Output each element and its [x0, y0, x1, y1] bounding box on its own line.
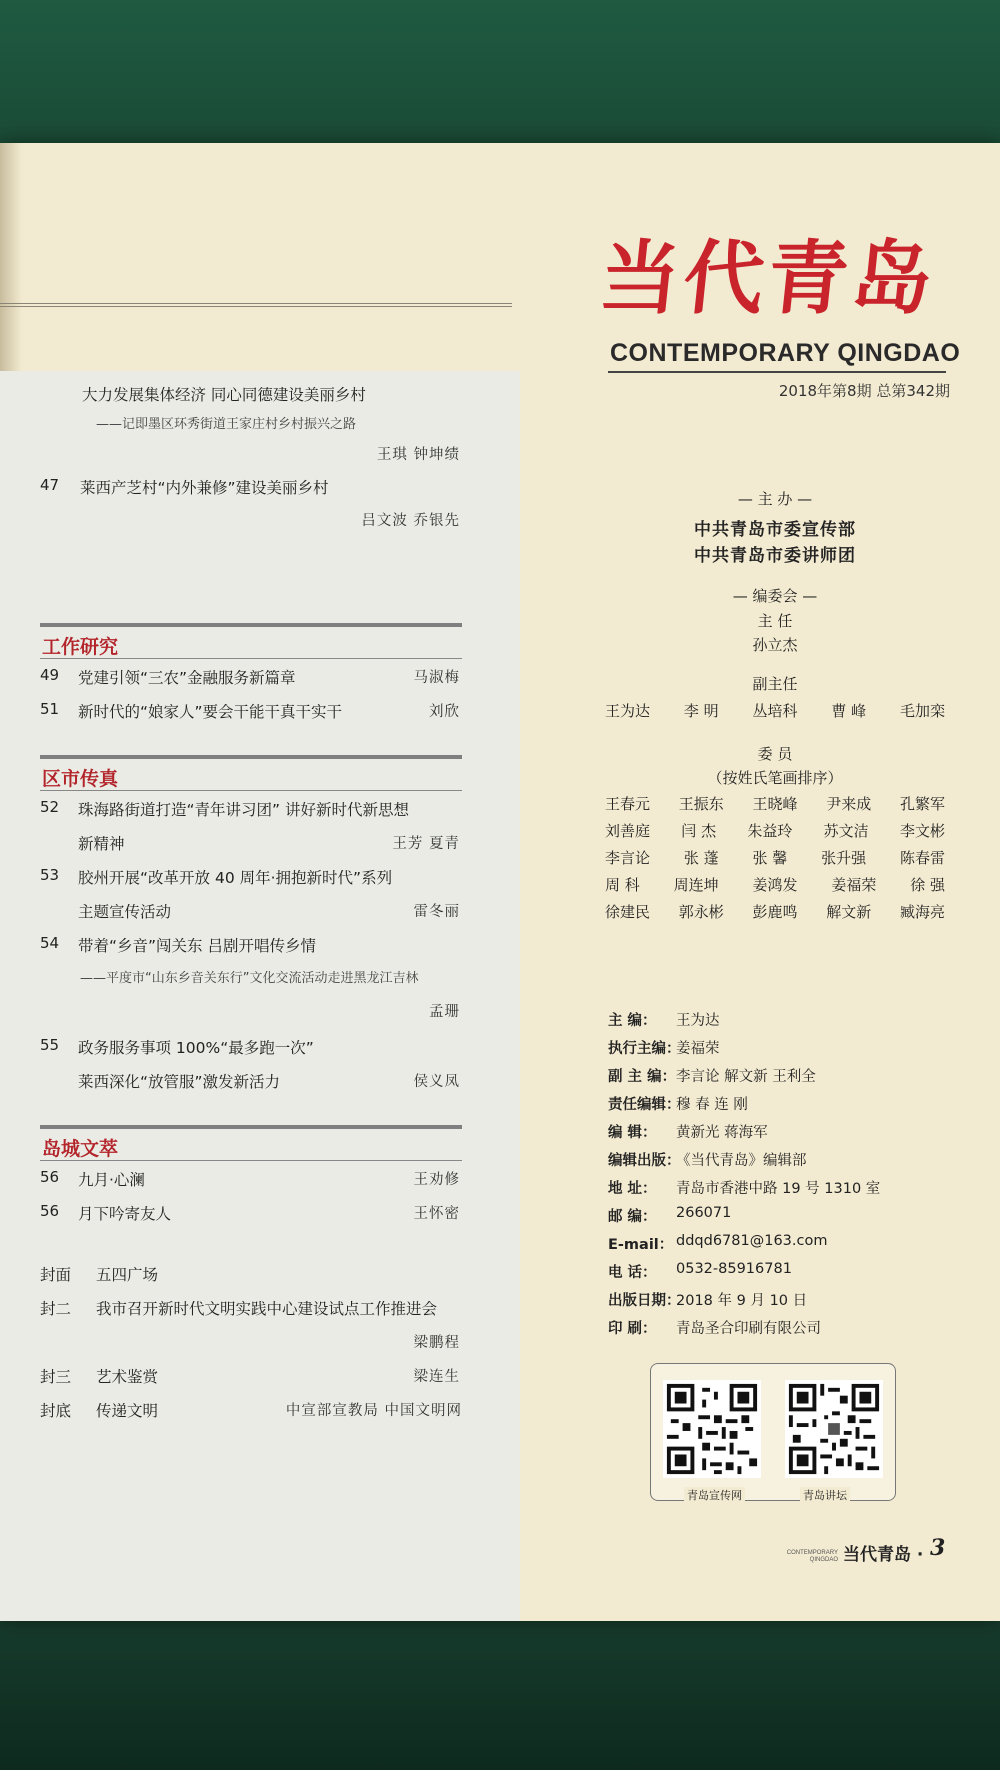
- background-bottom: [0, 1620, 1000, 1770]
- toc-item-author: 孟珊: [429, 1004, 460, 1020]
- magazine-page: [0, 143, 1000, 1621]
- cover-label: 封二: [40, 1300, 72, 1318]
- toc-item-author: 王琪 钟坤绩: [376, 447, 460, 463]
- section-underline: [40, 658, 462, 659]
- english-title: CONTEMPORARY QINGDAO: [610, 339, 961, 367]
- qr-code-left-icon[interactable]: [663, 1380, 761, 1478]
- section-underline: [40, 1160, 462, 1161]
- toc-item-title[interactable]: 莱西产芝村“内外兼修”建设美丽乡村: [80, 479, 329, 497]
- credit-label: 执行主编：: [608, 1041, 681, 1057]
- qr-caption-left: 青岛宣传网: [684, 1487, 745, 1503]
- deputy-label: 副主任: [752, 675, 798, 693]
- section-divider: [40, 755, 462, 759]
- toc-item-title[interactable]: 大力发展集体经济 同心同德建设美丽乡村: [82, 386, 366, 404]
- section-divider: [40, 1125, 462, 1129]
- member-name: 姜福荣: [831, 876, 877, 894]
- cover-label: 封底: [40, 1402, 72, 1420]
- footer-english-logo: CONTEMPORARY QINGDAO: [786, 1550, 838, 1563]
- members-row: [605, 874, 945, 895]
- toc-item-author: 侯义凤: [413, 1074, 460, 1090]
- cover-label: 封三: [40, 1368, 72, 1386]
- section-title: 工作研究: [42, 636, 119, 658]
- toc-item-page: 54: [40, 934, 60, 952]
- deputy-name: 曹 峰: [831, 702, 867, 720]
- toc-item-title[interactable]: 带着“乡音”闯关东 吕剧开唱传乡情: [78, 937, 316, 955]
- credit-label: 地 址：: [608, 1181, 657, 1197]
- toc-item-author: 刘欣: [429, 704, 460, 720]
- credit-label: E-mail：: [608, 1237, 674, 1253]
- english-title-rule: [608, 371, 946, 373]
- credit-value: 《当代青岛》编辑部: [676, 1153, 807, 1169]
- qr-code-right-icon[interactable]: [785, 1380, 883, 1478]
- member-name: 姜鸿发: [752, 876, 798, 894]
- sponsor-header: — 主 办 —: [737, 490, 813, 508]
- member-name: 解文新: [826, 903, 872, 921]
- toc-item-author: 王怀密: [413, 1206, 460, 1222]
- credit-value: 2018 年 9 月 10 日: [676, 1293, 808, 1309]
- credit-value: 0532-85916781: [676, 1261, 792, 1277]
- committee-header: — 编委会 —: [732, 587, 818, 605]
- toc-item-author: 王芳 夏青: [392, 836, 460, 852]
- toc-item-title[interactable]: 政务服务事项 100%“最多跑一次”: [78, 1039, 314, 1057]
- toc-item-author: 雷冬丽: [413, 904, 460, 920]
- credit-value: 青岛圣合印刷有限公司: [676, 1321, 821, 1337]
- email-link[interactable]: ddqd6781@163.com: [676, 1233, 828, 1249]
- sponsor-org: 中共青岛市委宣传部: [694, 520, 856, 540]
- member-name: 苏文洁: [823, 822, 869, 840]
- sponsor-org: 中共青岛市委讲师团: [694, 546, 856, 566]
- issue-number: 2018年第8期 总第342期: [778, 382, 950, 400]
- toc-item-title[interactable]: 党建引领“三农”金融服务新篇章: [78, 669, 296, 687]
- footer-title: 当代青岛 ·: [843, 1545, 924, 1565]
- member-name: 朱益玲: [747, 822, 793, 840]
- member-name: 郭永彬: [678, 903, 724, 921]
- deputy-name: 王为达: [605, 702, 651, 720]
- member-name: 王振东: [678, 795, 724, 813]
- credit-value: 穆 春 连 刚: [676, 1097, 748, 1113]
- member-name: 周 科: [605, 876, 640, 894]
- credit-value: 青岛市香港中路 19 号 1310 室: [676, 1181, 881, 1197]
- section-title: 区市传真: [42, 768, 119, 790]
- toc-item-author: 马淑梅: [413, 670, 460, 686]
- director-name: 孙立杰: [752, 636, 798, 654]
- member-name: 闫 杰: [681, 822, 717, 840]
- cover-title[interactable]: 我市召开新时代文明实践中心建设试点工作推进会: [96, 1300, 438, 1318]
- toc-item-title[interactable]: 月下吟寄友人: [78, 1205, 172, 1223]
- member-name: 周连坤: [673, 876, 719, 894]
- cover-title[interactable]: 五四广场: [96, 1266, 159, 1284]
- page-number: 3: [930, 1535, 946, 1561]
- credit-value: 黄新光 蒋海军: [676, 1125, 768, 1141]
- credit-label: 主 编：: [608, 1013, 657, 1029]
- top-rule: [0, 303, 512, 307]
- cover-label: 封面: [40, 1266, 72, 1284]
- member-name: 张 蓬: [683, 849, 719, 867]
- toc-item-page: 56: [40, 1202, 60, 1220]
- credit-value: 266071: [676, 1205, 732, 1221]
- toc-item-subtitle: ——平度市“山东乡音关东行”文化交流活动走进黑龙江吉林: [80, 971, 419, 986]
- credit-label: 电 话：: [608, 1265, 657, 1281]
- member-name: 李言论: [605, 849, 651, 867]
- credit-label: 编辑出版：: [608, 1153, 681, 1169]
- cover-author: 梁鹏程: [413, 1335, 460, 1351]
- members-label: 委 员: [757, 745, 793, 763]
- toc-item-title[interactable]: 新时代的“娘家人”要会干能干真干实干: [78, 703, 343, 721]
- deputy-names-row: [605, 700, 945, 721]
- credit-label: 出版日期：: [608, 1293, 681, 1309]
- credit-value: 王为达: [676, 1013, 720, 1029]
- toc-item-title[interactable]: 珠海路街道打造“青年讲习团” 讲好新时代新思想: [78, 801, 409, 819]
- masthead-title: 当代青岛: [595, 231, 941, 325]
- member-name: 孔繁军: [899, 795, 945, 813]
- toc-item-page: 55: [40, 1036, 60, 1054]
- member-name: 彭鹿鸣: [752, 903, 798, 921]
- cover-title[interactable]: 艺术鉴赏: [96, 1368, 159, 1386]
- background-top: [0, 0, 1000, 150]
- qr-code-box: [650, 1363, 896, 1501]
- member-name: 尹来成: [826, 795, 872, 813]
- credit-label: 副 主 编：: [608, 1069, 677, 1085]
- section-divider: [40, 623, 462, 627]
- member-name: 张升强: [821, 849, 867, 867]
- qr-caption-right: 青岛讲坛: [800, 1487, 850, 1503]
- member-name: 徐建民: [605, 903, 651, 921]
- toc-item-page: 53: [40, 866, 60, 884]
- toc-item-author: 王劝修: [413, 1172, 460, 1188]
- deputy-name: 李 明: [683, 702, 719, 720]
- section-title: 岛城文萃: [42, 1138, 119, 1160]
- toc-panel: [0, 371, 520, 1621]
- member-name: 刘善庭: [605, 822, 651, 840]
- toc-item-title[interactable]: 九月·心澜: [78, 1171, 145, 1189]
- toc-item-title-cont[interactable]: 莱西深化“放管服”激发新活力: [78, 1073, 281, 1091]
- toc-item-page: 49: [40, 666, 60, 684]
- toc-item-page: 52: [40, 798, 60, 816]
- member-name: 陈春雷: [899, 849, 945, 867]
- member-name: 张 馨: [752, 849, 788, 867]
- cover-author: 梁连生: [413, 1369, 460, 1385]
- members-row: [605, 847, 945, 868]
- toc-item-page: 51: [40, 700, 60, 718]
- toc-item-page: 47: [40, 476, 60, 494]
- toc-item-title-cont[interactable]: 主题宣传活动: [78, 903, 172, 921]
- director-label: 主 任: [757, 612, 793, 630]
- deputy-name: 毛加栾: [899, 702, 945, 720]
- members-row: [605, 793, 945, 814]
- member-name: 臧海亮: [899, 903, 945, 921]
- toc-item-author: 吕文波 乔银先: [361, 513, 460, 529]
- member-name: 徐 强: [910, 876, 945, 894]
- toc-item-subtitle: ——记即墨区环秀街道王家庄村乡村振兴之路: [96, 417, 357, 432]
- member-name: 李文彬: [899, 822, 945, 840]
- members-note: （按姓氏笔画排序）: [707, 769, 843, 787]
- toc-item-title[interactable]: 胶州开展“改革开放 40 周年·拥抱新时代”系列: [78, 869, 393, 887]
- cover-author: 中宣部宣教局 中国文明网: [285, 1403, 462, 1419]
- credit-label: 邮 编：: [608, 1209, 657, 1225]
- deputy-name: 丛培科: [752, 702, 798, 720]
- credit-value: 姜福荣: [676, 1041, 720, 1057]
- section-underline: [40, 790, 462, 791]
- credit-label: 编 辑：: [608, 1125, 657, 1141]
- credit-label: 印 刷：: [608, 1321, 657, 1337]
- member-name: 王春元: [605, 795, 651, 813]
- members-row: [605, 820, 945, 841]
- cover-title[interactable]: 传递文明: [96, 1402, 159, 1420]
- toc-item-page: 56: [40, 1168, 60, 1186]
- toc-item-title-cont[interactable]: 新精神: [78, 835, 125, 853]
- members-row: [605, 901, 945, 922]
- credit-value: 李言论 解文新 王利全: [676, 1069, 816, 1085]
- credit-label: 责任编辑：: [608, 1097, 681, 1113]
- member-name: 王晓峰: [752, 795, 798, 813]
